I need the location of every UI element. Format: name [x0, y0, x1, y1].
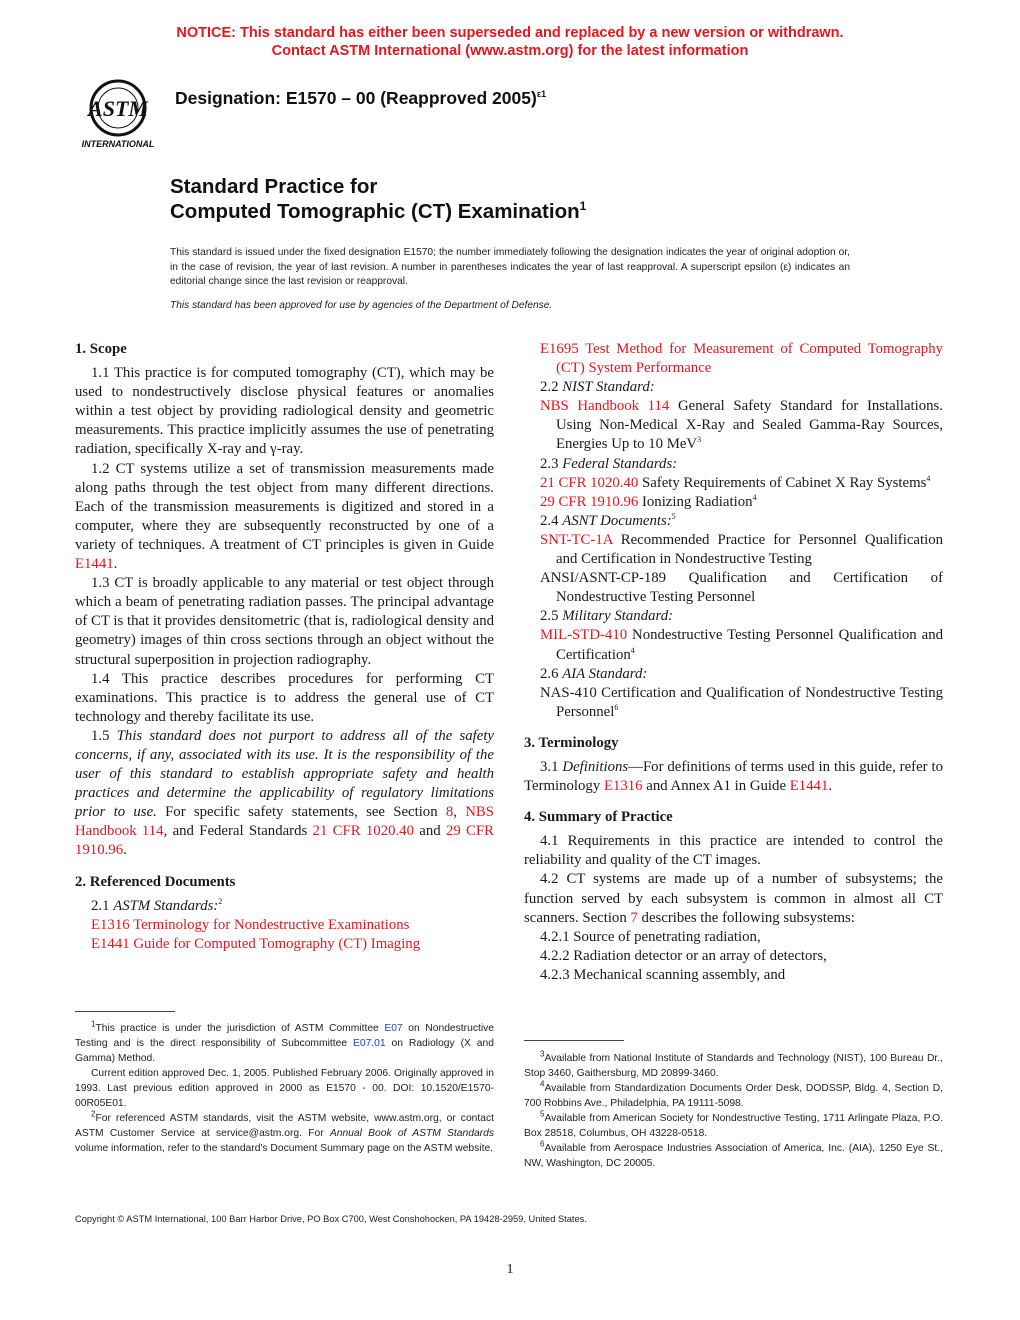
ref-29cfr: 29 CFR 1910.96 Ionizing Radiation$^4$: [540, 492, 757, 510]
aia-label: 2.6 AIA Standard:: [540, 665, 648, 682]
logo-bottom-text: INTERNATIONAL: [81, 139, 155, 149]
notice-line-1: NOTICE: This standard has either been superseded and replaced by a new version or withdrawn.: [176, 25, 844, 41]
refs-heading: 2. Referenced Documents: [75, 873, 236, 890]
footnote-1: $^1$This practice is under the jurisdiction of ASTM Committee E07 on Nondestructive Testing and is the direct responsibility of Subcommittee E07.01 on Radiology (X and Gamma) Method.: [75, 1019, 494, 1064]
footnote-6: $^6$Available from Aerospace Industries Association of America, Inc. (AIA), 1250 Eye St., NW, Washington, DC 20005.: [524, 1139, 943, 1169]
designation: [175, 88, 546, 109]
title-line-1: Standard Practice for: [170, 175, 378, 198]
para-1-2: 1.2 CT systems utilize a set of transmission measurements made along paths through the test object from many different directions. Each of the transmission measurements is digitized and stored in a computer, where they are subsequently reconstructed by one of a variety of techniques. A treatment of CT principles is given in Guide E1441.: [75, 460, 494, 573]
para-4-2: 4.2 CT systems are made up of a number of subsystems; the function served by each subsystem is common in almost all CT scanners. Section 7 describes the following subsystems:: [524, 871, 943, 926]
list-item: 4.2.2 Radiation detector or an array of detectors,: [540, 947, 827, 964]
link-e1441-term[interactable]: E1441: [789, 778, 829, 795]
terminology-heading: 3. Terminology: [524, 734, 619, 751]
designation-text: Designation: E1570 – 00 (Reapproved 2005): [175, 88, 537, 108]
link-29cfr-ref[interactable]: 29 CFR 1910.96: [540, 493, 639, 510]
para-1-1: 1.1 This practice is for computed tomography (CT), which may be used to nondestructively disclose physical features or anomalies within a test object by providing radiological density and geometric measurements. This practice implicitly assumes the use of penetrating radiation, specifically X-ray and γ-ray.: [75, 365, 494, 458]
designation-sup: ε1: [536, 89, 547, 100]
summary-heading: 4. Summary of Practice: [524, 809, 673, 826]
ref-snt: SNT-TC-1A Recommended Practice for Personnel Qualification and Certification in Nondestructive Testing: [540, 531, 943, 568]
ref-e1695[interactable]: E1695 Test Method for Measurement of Computed Tomography (CT) System Performance: [540, 341, 943, 377]
page-number: 1: [506, 1262, 514, 1277]
link-section-8[interactable]: 8: [445, 804, 454, 821]
footnotes-left: [75, 1021, 494, 1156]
astm-logo: [74, 76, 162, 152]
para-1-3: 1.3 CT is broadly applicable to any material or test object through which a beam of penetrating radiation passes. The principal advantage of CT is that it provides densitometric (that is, radiological density and geometry) images of thin cross sections through an object without the structural superposition in projection radiography.: [75, 575, 494, 668]
footnote-1-edition: Current edition approved Dec. 1, 2005. Published February 2006. Originally approved in 1993. Last previous edition approved in 2000 as E1570 - 00. DOI: 10.1520/E1570-00R05E01.: [75, 1068, 494, 1109]
para-4-1: 4.1 Requirements in this practice are intended to control the reliability and quality of the CT images.: [524, 833, 943, 869]
dod-note: This standard has been approved for use by agencies of the Department of Defense.: [170, 300, 553, 311]
military-label: 2.5 Military Standard:: [540, 608, 674, 625]
link-mil[interactable]: MIL-STD-410: [540, 627, 628, 644]
preamble: This standard is issued under the fixed designation E1570; the number immediately following the designation indicates the year of original adoption or, in the case of revision, the year of last revision. A number in parentheses indicates the year of last reapproval. A superscript epsilon (ε) indicates an editorial change since the last revision or reapproval.: [170, 247, 850, 288]
footnote-4: $^4$Available from Standardization Documents Order Desk, DODSSP, Bldg. 4, Section D, 700 Robbins Ave., Philadelphia, PA 19111-5098.: [524, 1079, 943, 1109]
ref-mil: MIL-STD-410 Nondestructive Testing Personnel Qualification and Certification$^4$: [540, 627, 943, 663]
footnotes-right: [524, 1051, 943, 1171]
copyright: Copyright © ASTM International, 100 Barr Harbor Drive, PO Box C700, West Conshohocken, PA 19428-2959, United States.: [75, 1214, 587, 1224]
asnt-label: 2.4 ASNT Documents:$^5$: [540, 511, 676, 529]
scope-heading: 1. Scope: [75, 341, 127, 357]
logo-top-text: ASTM: [88, 96, 148, 121]
link-e07[interactable]: E07: [384, 1023, 403, 1034]
ref-21cfr: 21 CFR 1020.40 Safety Requirements of Cabinet X Ray Systems$^4$: [540, 473, 931, 491]
federal-label: 2.3 Federal Standards:: [540, 455, 678, 472]
footnote-5: $^5$Available from American Society for Nondestructive Testing, 1711 Arlingate Plaza, P.O. Box 28518, Columbus, OH 43228-0518.: [524, 1109, 943, 1139]
link-e1441[interactable]: E1441: [75, 556, 114, 573]
link-nbs-handbook[interactable]: NBS Handbook 114: [75, 804, 494, 840]
footnote-2: $^2$For referenced ASTM standards, visit the ASTM website, www.astm.org, or contact ASTM Customer Service at service@astm.org. For Annual Book of ASTM Standards volume information, refer to the standard's Document Summary page on the ASTM website.: [75, 1109, 494, 1154]
ref-e1316[interactable]: E1316 Terminology for Nondestructive Examinations: [91, 916, 410, 933]
left-column: [75, 340, 494, 954]
list-item: 4.2.3 Mechanical scanning assembly, and: [540, 966, 786, 983]
para-3-1: 3.1 Definitions—For definitions of terms used in this guide, refer to Terminology E1316 and Annex A1 in Guide E1441.: [524, 758, 943, 795]
page-title: [170, 174, 586, 224]
link-e1316[interactable]: E1316: [603, 778, 643, 795]
title-line-2: Computed Tomographic (CT) Examination: [170, 200, 580, 223]
title-sup: 1: [579, 199, 587, 214]
footnote-rule-right: [524, 1040, 624, 1041]
para-1-5: 1.5 This standard does not purport to address all of the safety concerns, if any, associated with its use. It is the responsibility of the user of this standard to establish appropriate safety and health practices and determine the applicability of regulatory limitations prior to use. For specific safety statements, see Section 8, NBS Handbook 114, and Federal Standards 21 CFR 1020.40 and 29 CFR 1910.96.: [75, 727, 494, 859]
list-item: 4.2.1 Source of penetrating radiation,: [540, 928, 761, 945]
footnote-rule-left: [75, 1011, 175, 1012]
link-nbs[interactable]: NBS Handbook 114: [540, 398, 670, 415]
link-section-7[interactable]: 7: [630, 909, 638, 926]
ref-ansi: ANSI/ASNT-CP-189 Qualification and Certification of Nondestructive Testing Personnel: [540, 570, 943, 606]
nist-label: 2.2 NIST Standard:: [540, 379, 655, 396]
link-21cfr[interactable]: 21 CFR 1020.40: [312, 823, 414, 840]
link-e07-01[interactable]: E07.01: [352, 1038, 386, 1049]
link-29cfr[interactable]: 29 CFR 1910.96: [75, 823, 494, 859]
ref-nas: NAS-410 Certification and Qualification of Nondestructive Testing Personnel$^6$: [540, 684, 943, 720]
para-1-4: 1.4 This practice describes procedures for performing CT examinations. This practice is to address the general use of CT technology and thereby facilitate its use.: [75, 670, 494, 725]
ref-e1441[interactable]: E1441 Guide for Computed Tomography (CT) Imaging: [91, 935, 421, 952]
right-column: [524, 340, 943, 985]
footnote-3: $^3$Available from National Institute of Standards and Technology (NIST), 100 Bureau Dr., Stop 3460, Gaithersburg, MD 20899-3460.: [524, 1049, 943, 1079]
astm-standards-label: 2.1 ASTM Standards:$^2$: [91, 896, 223, 914]
link-21cfr-ref[interactable]: 21 CFR 1020.40: [540, 474, 639, 491]
link-snt[interactable]: SNT-TC-1A: [540, 531, 613, 548]
ref-nbs: NBS Handbook 114 General Safety Standard for Installations. Using Non-Medical X-Ray and Sealed Gamma-Ray Sources, Energies Up to 10 MeV$^3$: [540, 398, 943, 453]
notice-line-2: Contact ASTM International (www.astm.org) for the latest information: [271, 43, 749, 59]
